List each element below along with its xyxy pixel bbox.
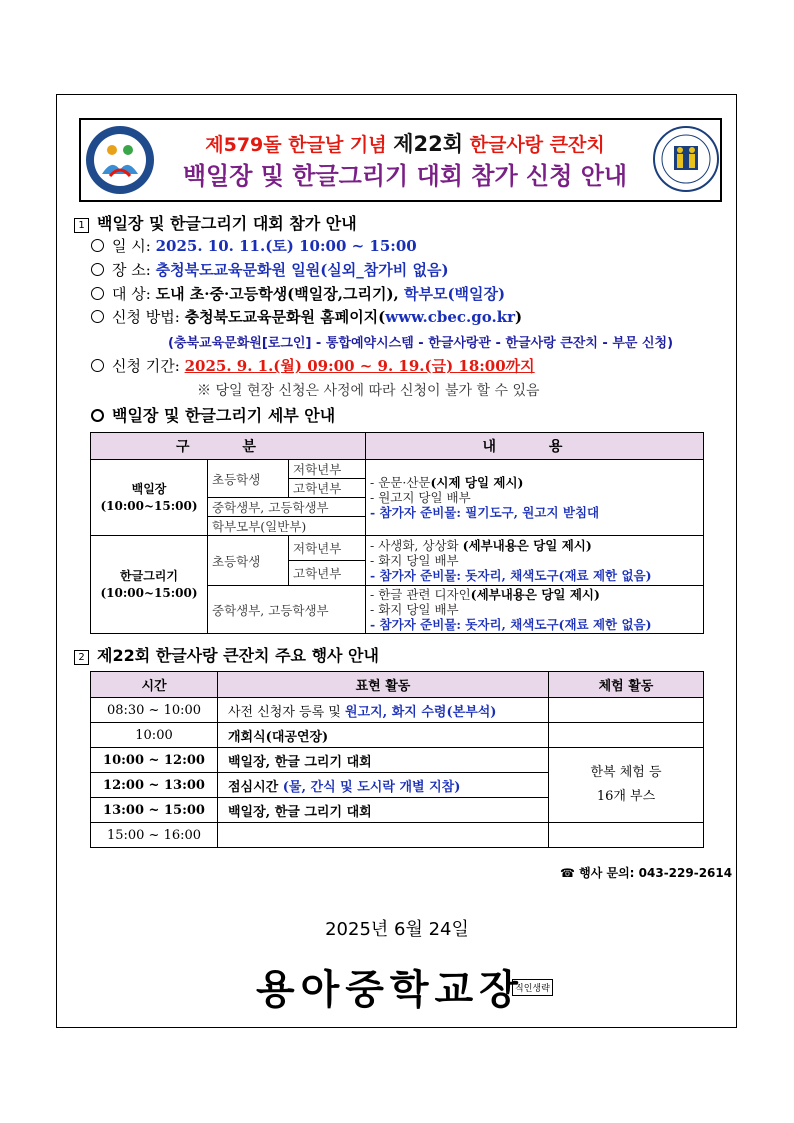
principal-signature: 용아중학교장	[256, 967, 524, 1013]
detail-title: 백일장 및 한글그리기 세부 안내	[91, 403, 335, 426]
table-row: 15:00 ~ 16:00	[91, 823, 704, 848]
section2-title: 2 제22회 한글사랑 큰잔치 주요 행사 안내	[74, 643, 379, 666]
drawing-midhigh-desc: - 한글 관련 디자인(세부내용은 당일 제시) - 화지 당일 배부 - 참가자 준비물: 돗자리, 채색도구(재료 제한 없음)	[366, 586, 704, 634]
seal-omitted-label: 직인생략	[512, 979, 553, 996]
issue-date: 2025년 6월 24일	[325, 919, 469, 940]
method-path: (충북교육문화원[로그인] - 통합예약시스템 - 한글사랑관 - 한글사랑 큰잔치 - 부문 신청)	[168, 336, 674, 351]
table1-header-category: 구 분	[91, 433, 366, 460]
parent-label: 학부모부(일반부)	[208, 517, 366, 536]
info-period: 신청 기간: 2025. 9. 1.(월) 09:00 ~ 9. 19.(금) 18:00까지	[91, 355, 535, 376]
info-method: 신청 방법: 충청북도교육문화원 홈페이지(www.cbec.go.kr)	[91, 306, 522, 327]
contest-detail-table	[90, 432, 704, 634]
section1-title: 1 백일장 및 한글그리기 대회 참가 안내	[74, 211, 357, 234]
col-time: 시간	[91, 672, 218, 698]
info-date: 일 시: 2025. 10. 11.(토) 10:00 ~ 15:00	[91, 235, 417, 256]
lower-grade-label: 저학년부	[289, 460, 366, 479]
contact-info: ☎ 행사 문의: 043-229-2614	[560, 866, 733, 880]
table-row: 12:00 ~ 13:00 점심시간 (물, 간식 및 도시락 개별 지참)	[91, 773, 704, 798]
drawing-elementary-label: 초등학생	[208, 536, 289, 586]
banner-title-line1: 제579돌 한글날 기념 제22회 한글사랑 큰잔치	[205, 132, 605, 156]
banner-title-line2: 백일장 및 한글그리기 대회 참가 신청 안내	[182, 162, 628, 190]
table-row: 08:30 ~ 10:00 사전 신청자 등록 및 원고지, 화지 수령(본부석)	[91, 698, 704, 723]
drawing-elem-desc: - 사생화, 상상화 (세부내용은 당일 제시) - 화지 당일 배부 - 참가자 준비물: 돗자리, 채색도구(재료 제한 없음)	[366, 536, 704, 586]
mid-high-label: 중학생부, 고등학생부	[208, 498, 366, 517]
table-row: 10:00 ~ 12:00 백일장, 한글 그리기 대회 한복 체험 등 16개 부스	[91, 748, 704, 773]
info-target: 대 상: 도내 초·중·고등학생(백일장,그리기), 학부모(백일장)	[91, 283, 505, 304]
period-note: ※ 당일 현장 신청은 사정에 따라 신청이 불가 할 수 있음	[197, 383, 540, 399]
table1-header-content: 내 용	[366, 433, 704, 460]
drawing-category: 한글그리기 (10:00~15:00)	[91, 536, 208, 634]
school-logo	[84, 124, 156, 196]
table-row: 10:00 개회식(대공연장)	[91, 723, 704, 748]
drawing-lower-label: 저학년부	[289, 536, 366, 561]
baekiljang-category: 백일장 (10:00~15:00)	[91, 460, 208, 536]
upper-grade-label: 고학년부	[289, 479, 366, 498]
table-row: 13:00 ~ 15:00 백일장, 한글 그리기 대회	[91, 798, 704, 823]
col-expression: 표현 활동	[218, 672, 549, 698]
col-experience: 체험 활동	[549, 672, 704, 698]
drawing-midhigh-label: 중학생부, 고등학생부	[208, 586, 366, 634]
elementary-label: 초등학생	[208, 460, 289, 498]
drawing-upper-label: 고학년부	[289, 561, 366, 586]
homepage-link[interactable]: www.cbec.go.kr	[385, 308, 516, 326]
culture-center-logo	[652, 124, 720, 194]
baekiljang-desc: - 운문·산문(시제 당일 제시) - 원고지 당일 배부 - 참가자 준비물: 필기도구, 원고지 받침대	[366, 460, 704, 536]
experience-cell: 한복 체험 등 16개 부스	[549, 748, 704, 823]
event-schedule-table	[90, 671, 704, 848]
info-place: 장 소: 충청북도교육문화원 일원(실외_참가비 없음)	[91, 259, 449, 280]
